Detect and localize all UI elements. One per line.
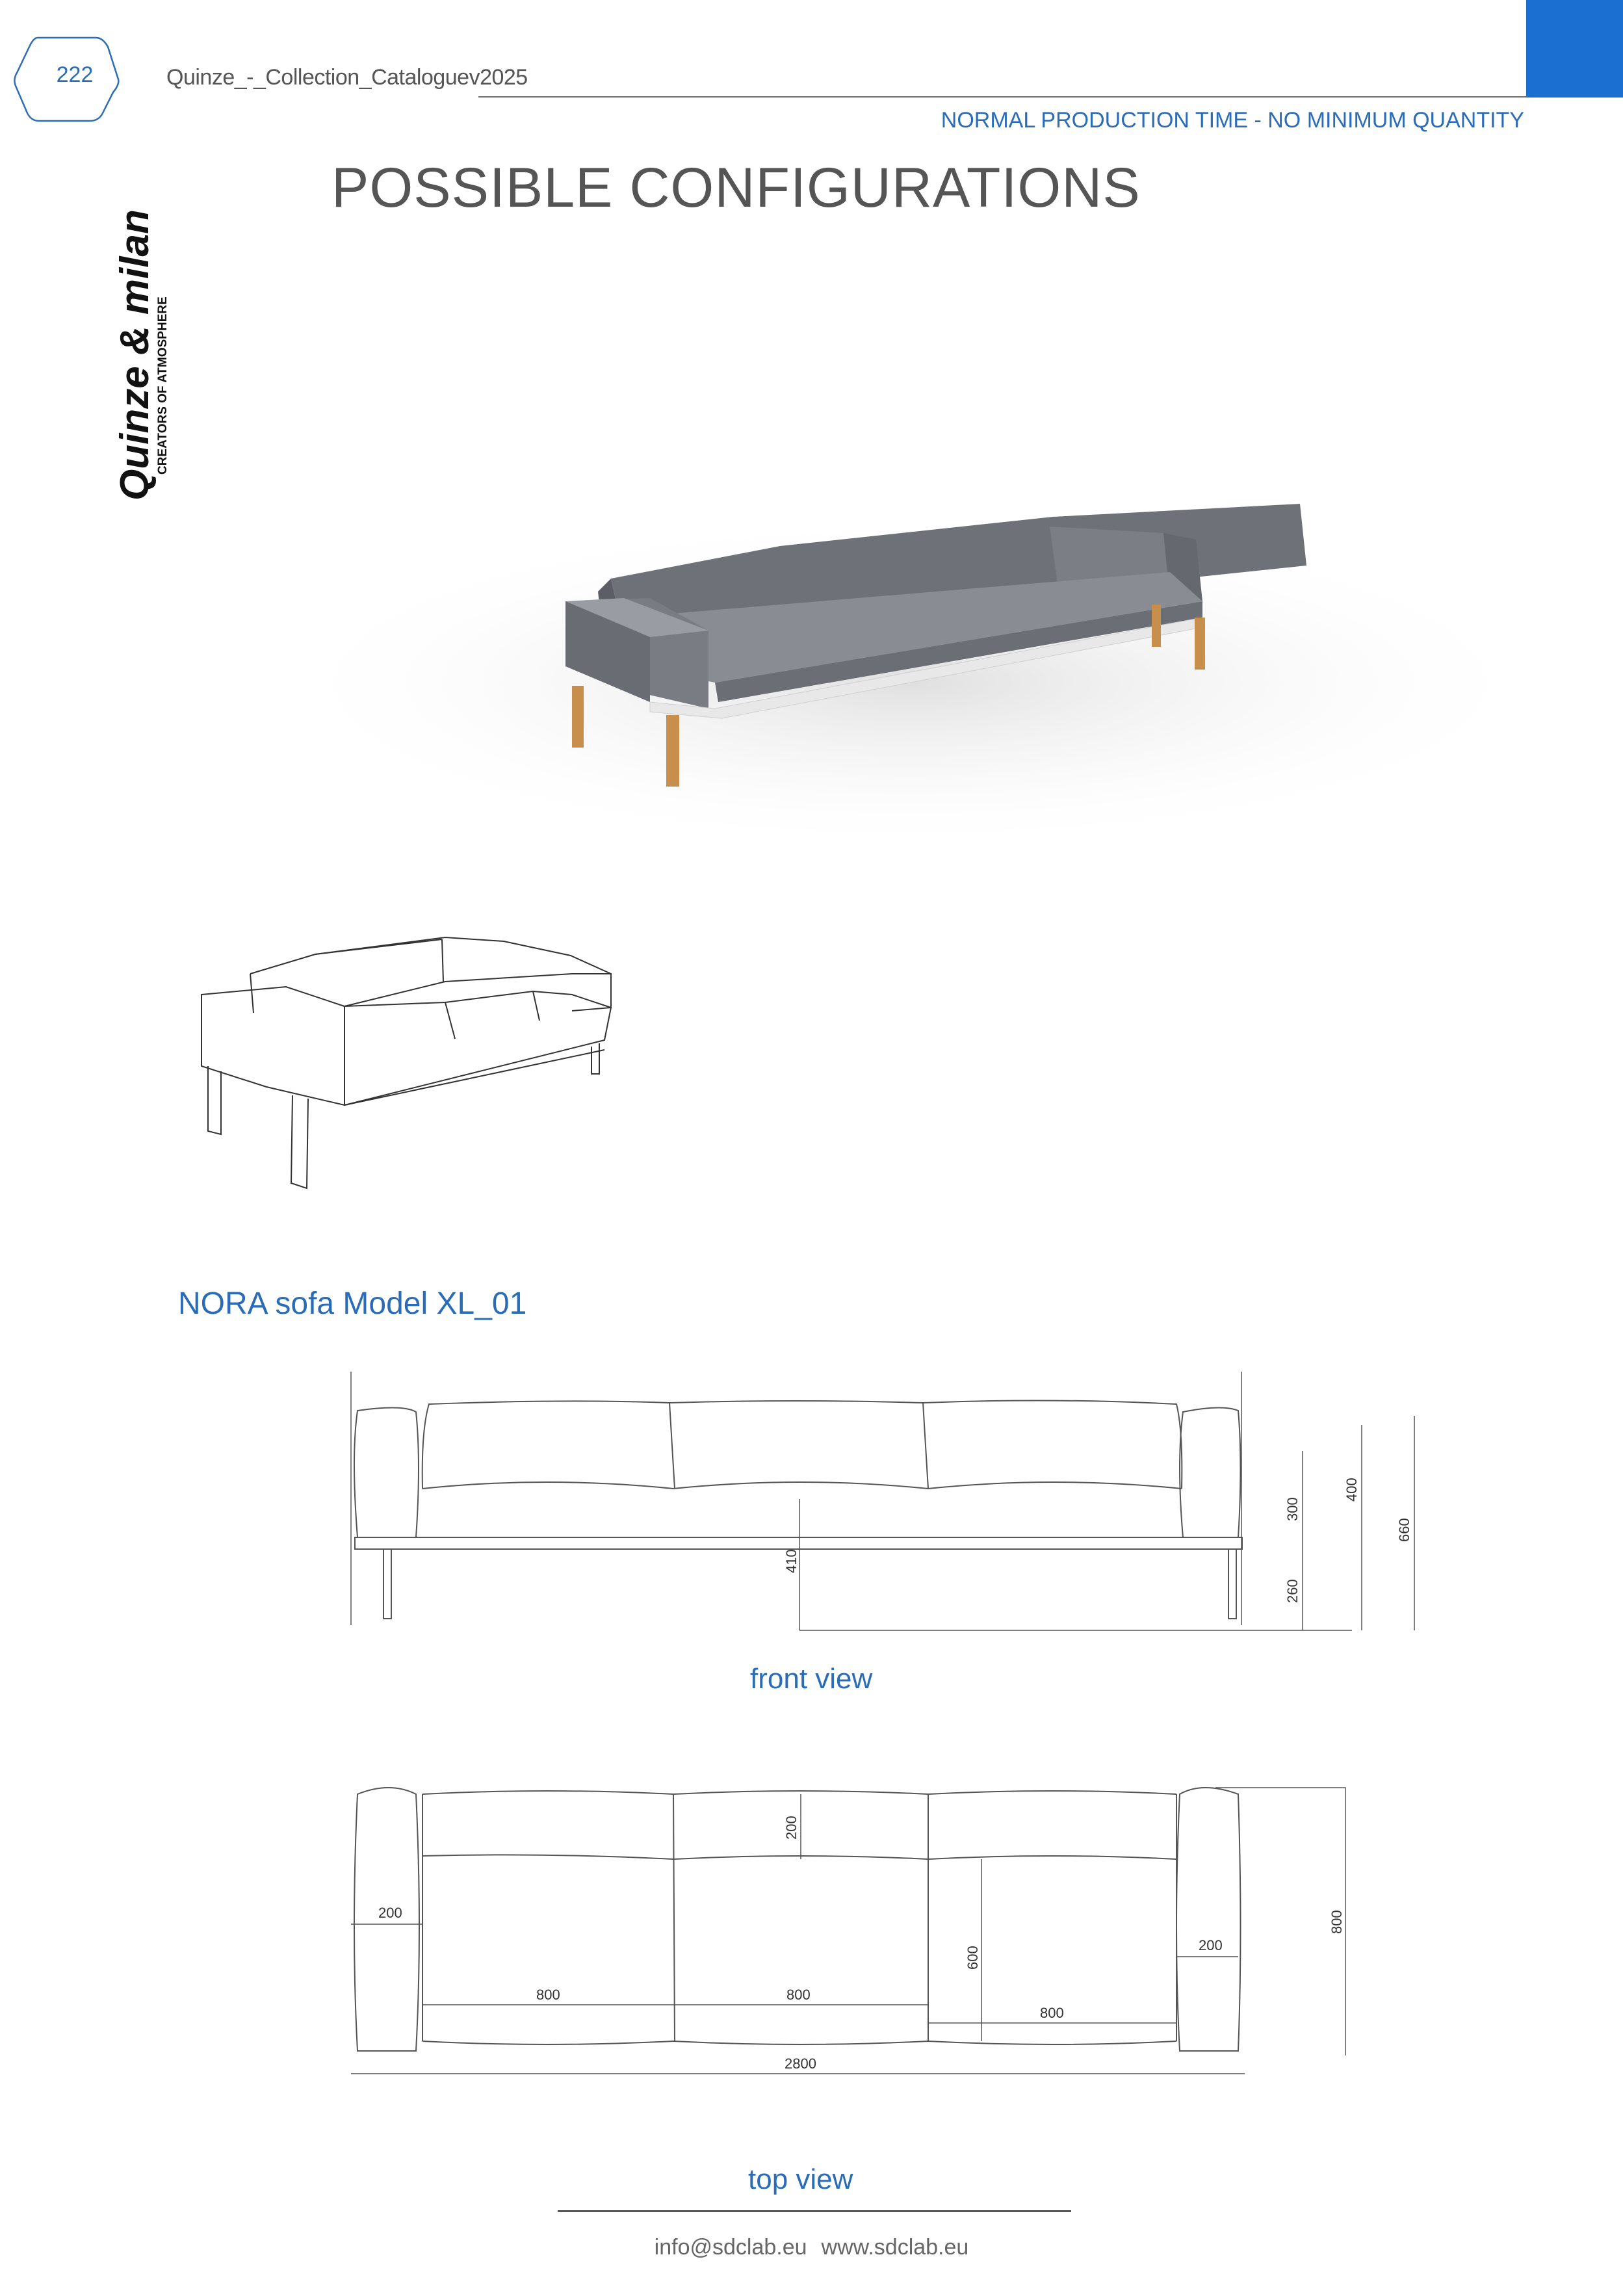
dim-arm-left: 200 bbox=[378, 1905, 402, 1921]
dim-back-cushion: 300 bbox=[1284, 1497, 1301, 1521]
dim-base-height: 260 bbox=[1284, 1579, 1301, 1603]
model-name: NORA sofa Model XL_01 bbox=[178, 1286, 527, 1321]
file-title: Quinze_-_Collection_Cataloguev2025 bbox=[166, 65, 528, 90]
brand-tagline: CREATORS OF ATMOSPHERE bbox=[156, 296, 170, 475]
page-number: 222 bbox=[56, 62, 94, 87]
dim-seat-right: 800 bbox=[1040, 2005, 1064, 2021]
front-view-drawing bbox=[338, 1365, 1430, 1645]
page-title: POSSIBLE CONFIGURATIONS bbox=[331, 157, 1141, 219]
footer bbox=[0, 2235, 1623, 2260]
dim-total-height: 660 bbox=[1396, 1518, 1412, 1542]
footer-email-link[interactable]: info@sdclab.eu bbox=[654, 2235, 807, 2260]
dim-seat-depth: 600 bbox=[965, 1946, 981, 1970]
dim-arm-right: 200 bbox=[1199, 1937, 1223, 1953]
front-view-label: front view bbox=[750, 1663, 873, 1695]
brand-logo bbox=[109, 137, 174, 501]
header-color-tab bbox=[1526, 0, 1623, 98]
brand-logo-text: Quinze & milan bbox=[112, 209, 157, 501]
dim-seat-height: 410 bbox=[783, 1549, 799, 1573]
sofa-line-sketch bbox=[195, 910, 819, 1209]
footer-divider bbox=[558, 2210, 1071, 2212]
dim-back-total: 400 bbox=[1344, 1478, 1360, 1502]
top-view-drawing bbox=[338, 1768, 1430, 2145]
dim-total-width: 2800 bbox=[785, 2055, 816, 2072]
dim-back-depth: 200 bbox=[783, 1816, 799, 1840]
dim-seat-left: 800 bbox=[536, 1987, 560, 2003]
top-view-label: top view bbox=[748, 2163, 853, 2195]
footer-website-link[interactable]: www.sdclab.eu bbox=[821, 2235, 969, 2260]
production-note: NORMAL PRODUCTION TIME - NO MINIMUM QUANTITY bbox=[941, 108, 1524, 133]
dim-seat-mid: 800 bbox=[786, 1987, 811, 2003]
sofa-render-image bbox=[260, 468, 1573, 858]
dim-total-depth: 800 bbox=[1329, 1910, 1345, 1934]
header-divider bbox=[478, 96, 1526, 98]
